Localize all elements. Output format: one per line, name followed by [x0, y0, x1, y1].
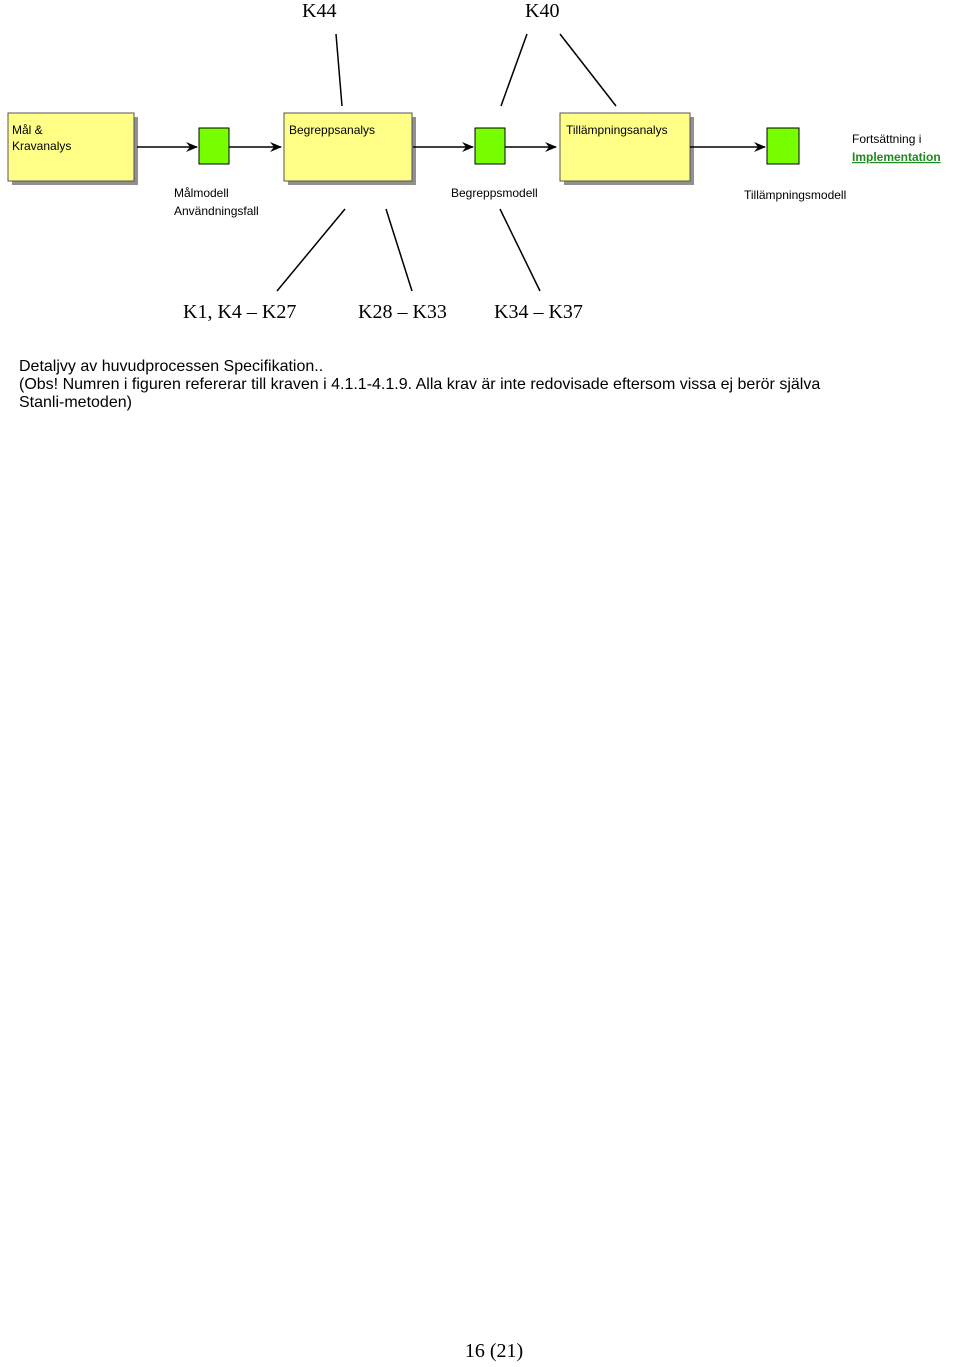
requirement-connector	[501, 34, 527, 106]
page-number: 16 (21)	[464, 1340, 524, 1362]
requirement-label-k34-k37: K34 – K37	[494, 301, 583, 323]
requirement-connector	[277, 209, 345, 291]
process-box-label: Mål &	[12, 123, 43, 137]
caption-line: Stanli-metoden)	[19, 394, 132, 411]
artifact-square	[199, 128, 229, 164]
requirement-connector	[500, 209, 540, 291]
model-label-malmodell: Målmodell	[174, 186, 229, 200]
process-diagram	[0, 0, 960, 340]
implementation-link[interactable]: Implementation	[852, 150, 941, 164]
artifact-square	[767, 128, 799, 164]
model-label-anvandningsfall: Användningsfall	[174, 204, 259, 218]
requirement-connector	[336, 34, 342, 106]
requirement-connector	[386, 209, 412, 291]
process-box-mal-kravanalys	[8, 113, 138, 185]
process-box-tillampningsanalys	[560, 113, 694, 185]
model-label-begreppsmodell: Begreppsmodell	[451, 186, 538, 200]
process-box-begreppsanalys	[284, 113, 416, 185]
continuation-text: Fortsättning i	[852, 132, 922, 146]
caption-line: Detaljvy av huvudprocessen Specifikation..	[19, 358, 324, 375]
process-box-label: Kravanalys	[12, 139, 72, 153]
requirement-label-k1-k27: K1, K4 – K27	[183, 301, 297, 323]
requirement-label-k40: K40	[525, 0, 560, 22]
process-box-label: Begreppsanalys	[289, 123, 376, 137]
figure-caption	[19, 358, 954, 412]
process-box-label: Tillämpningsanalys	[566, 123, 668, 137]
requirement-connector	[560, 34, 616, 106]
requirement-label-k44: K44	[302, 0, 337, 22]
model-label-tillampningsmodell: Tillämpningsmodell	[744, 188, 847, 202]
caption-line: (Obs! Numren i figuren refererar till kraven i 4.1.1-4.1.9. Alla krav är inte redovisade eftersom vissa ej berör själva	[19, 376, 821, 393]
artifact-square	[475, 128, 505, 164]
requirement-label-k28-k33: K28 – K33	[358, 301, 447, 323]
